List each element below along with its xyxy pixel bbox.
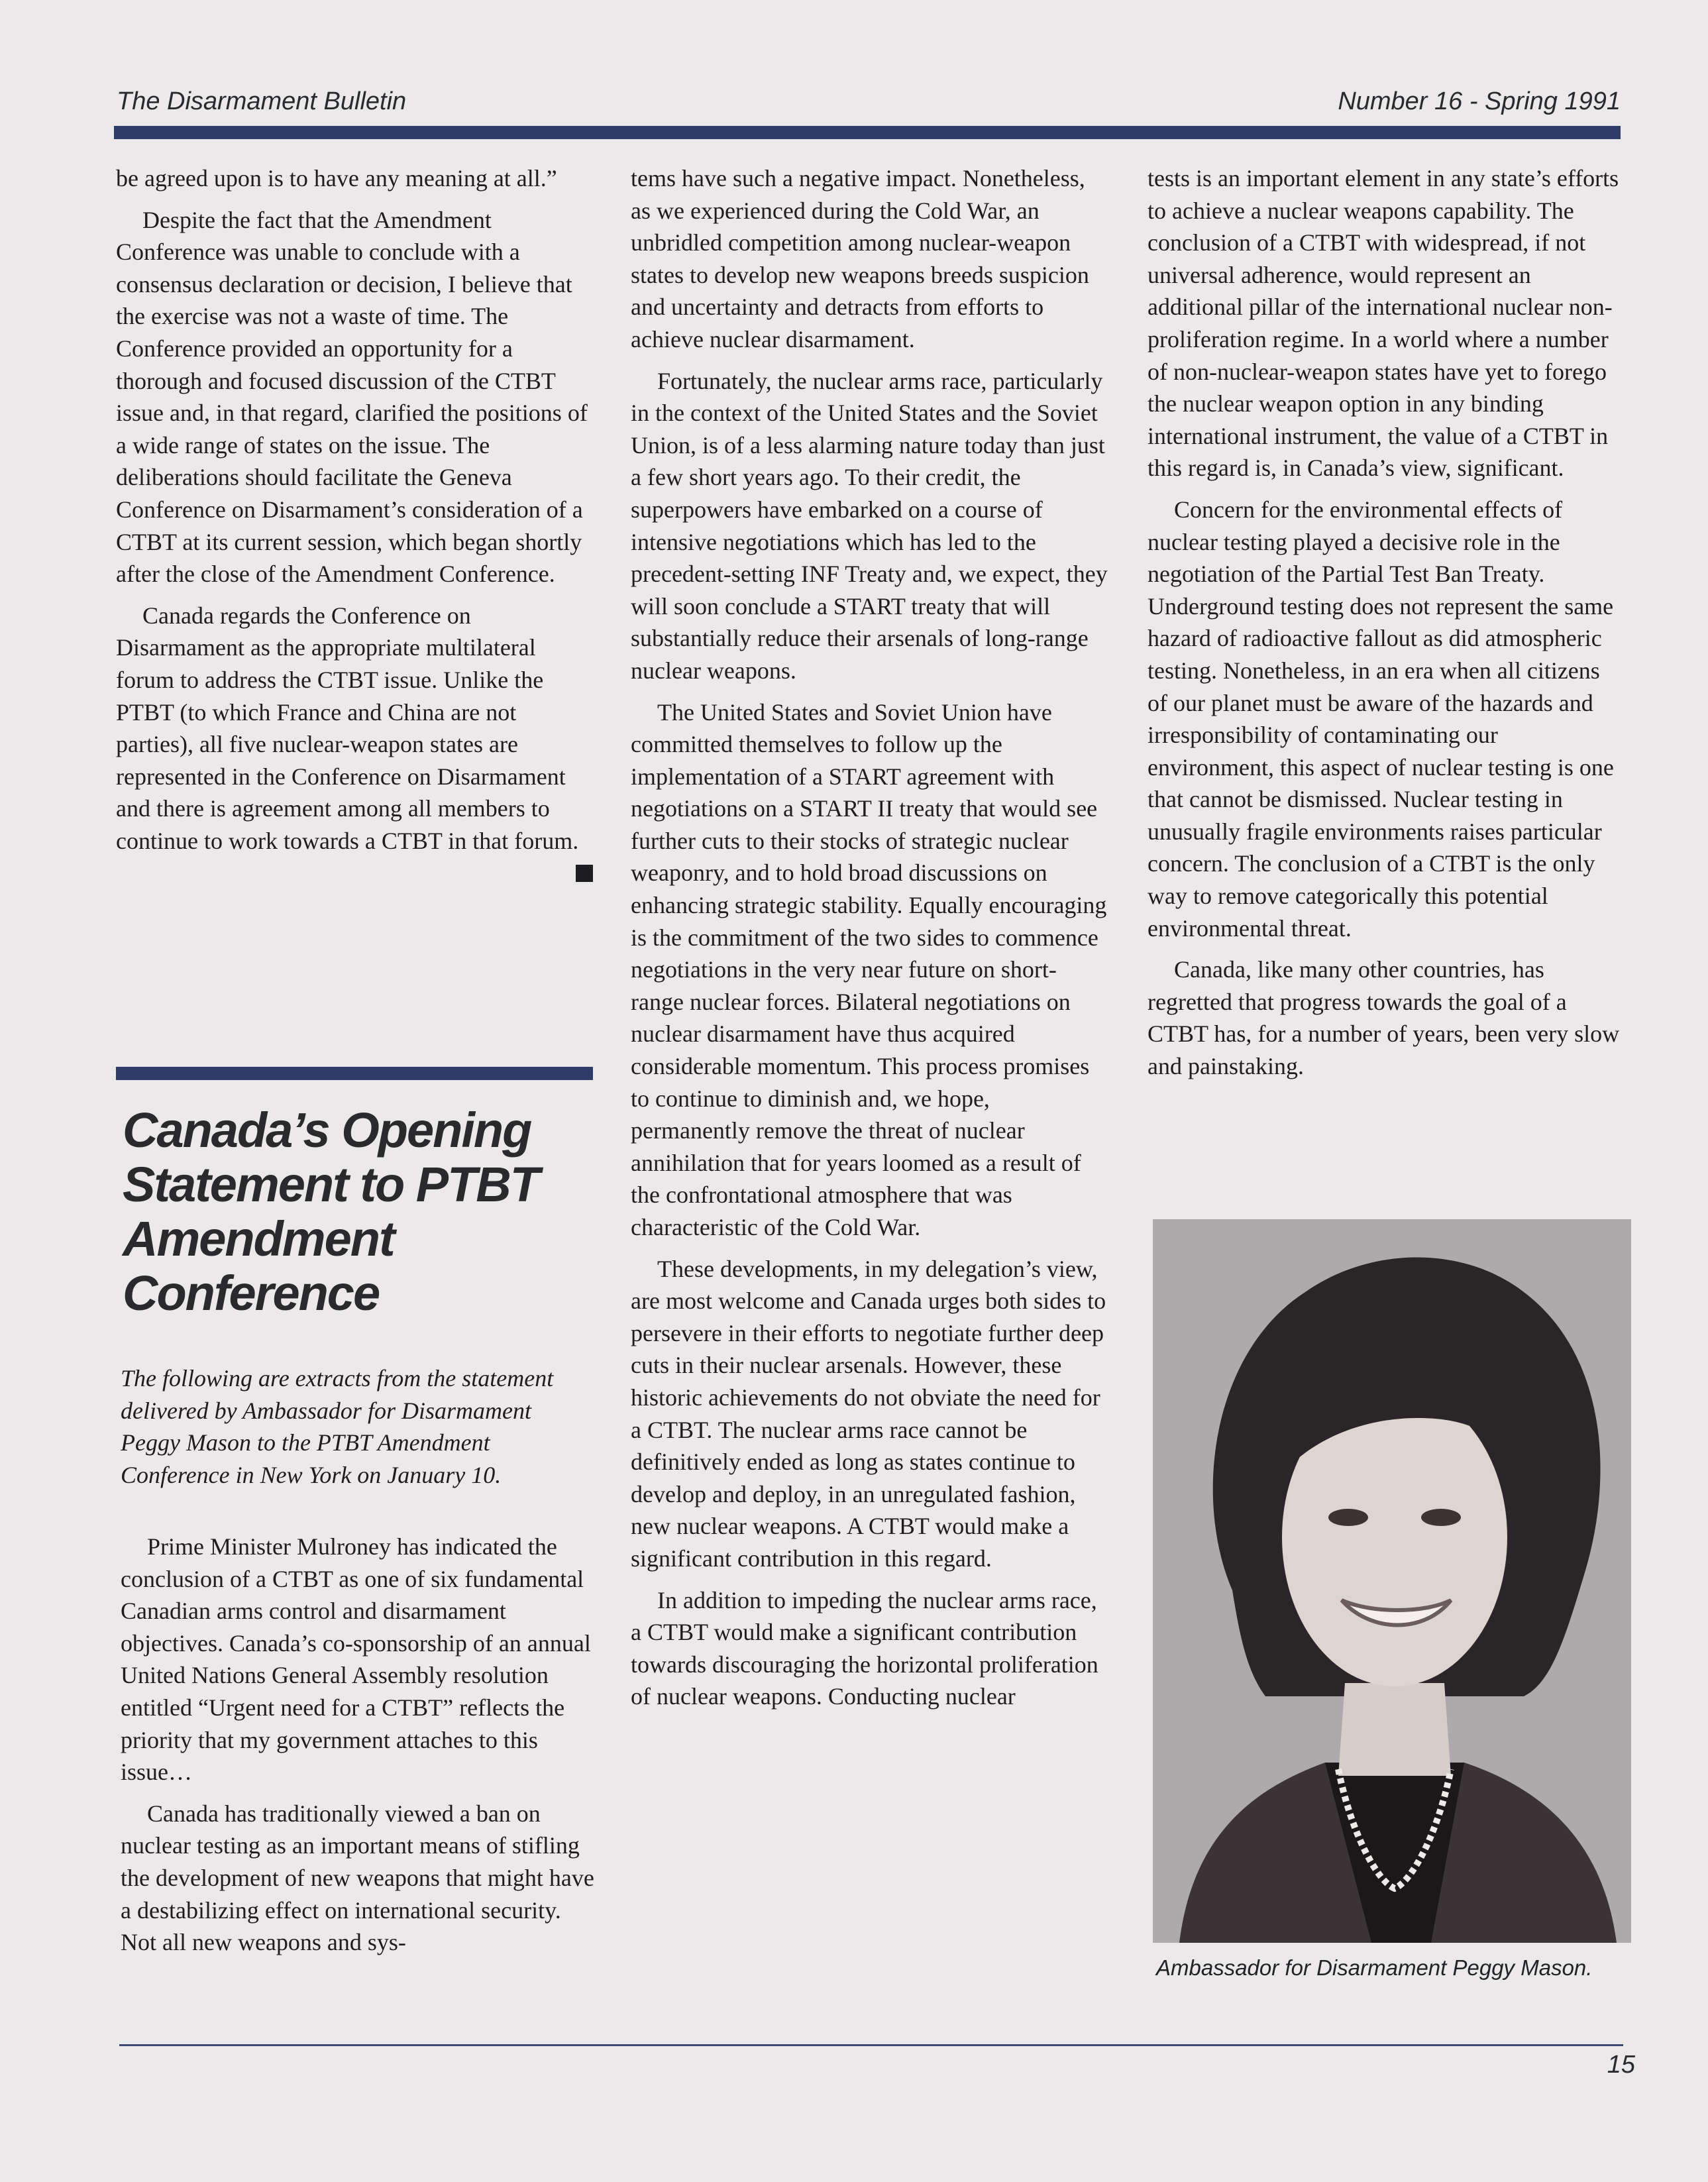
paragraph: Fortunately, the nuclear arms race, particularly in the context of the United States and the Soviet Union, is of a less alarming nature today than just a few short years ago. To their credit, the superpowers have embarked on a course of intensive negotiations which has led to the precedent-setting INF Treaty and, we expect, they will soon conclude a START treaty that will substantially reduce their arsenals of long-range nuclear weapons. xyxy=(631,367,1108,684)
paragraph: These developments, in my delegation’s view, are most welcome and Canada urges both sides to persevere in their efforts to negotiate further deep cuts in their nuclear arsenals. However, these historic achievements do not obviate the need for a CTBT. The nuclear arms race cannot be definitively ended as long as states continue to develop and deploy, in an unregulated fashion, new nuclear weapons. A CTBT would make a significant contribution in this regard. xyxy=(631,1255,1106,1572)
column-1-article-body xyxy=(121,1531,598,1968)
paragraph: The United States and Soviet Union have committed themselves to follow up the implementation of a START agreement with negotiations on a START II treaty that would see further cuts to their stocks of strategic nuclear weaponry, and to hold broad discussions on enhancing strategic stability. Equally encouraging is the commitment of the two sides to commence negotiations in the very near future on short-range nuclear forces. Bilateral negotiations on nuclear disarmament have thus acquired considerable momentum. This process promises to continue to diminish and, we hope, permanently remove the threat of nuclear annihilation that for years loomed as a result of the confrontational atmosphere that was characteristic of the Cold War. xyxy=(631,698,1107,1240)
end-of-article-mark xyxy=(576,865,593,882)
section-rule xyxy=(116,1067,593,1080)
paragraph-text: Canada regards the Conference on Disarmament as the appropriate multilateral forum to address the CTBT issue. Unlike the PTBT (to which France and China are not parties), all five nuclear-weapon states are represented in the Conference on Disarmament and there is agreement among all members to continue to work towards a CTBT in that forum. xyxy=(116,602,579,854)
paragraph: be agreed upon is to have any meaning at all.” xyxy=(116,165,557,191)
portrait-illustration xyxy=(1153,1219,1631,1943)
paragraph: Concern for the environmental effects of nuclear testing played a decisive role in the negotiation of the Partial Test Ban Treaty. Underground testing does not represent the same hazard of radioactive fallout as did atmospheric testing. Nonetheless, in an era when all citizens of our planet must be aware of the hazards and irresponsibility of contaminating our environment, this aspect of nuclear testing is one that cannot be dismissed. Nuclear testing in unusually fragile environments raises particular concern. The conclusion of a CTBT is the only way to remove categorically this potential environmental threat. xyxy=(1148,496,1614,942)
column-2-article-body xyxy=(631,162,1108,1722)
paragraph: Despite the fact that the Amendment Conference was unable to conclude with a consensus declaration or decision, I believe that the exercise was not a waste of time. The Conference provided an opportunity for a thorough and focused discussion of the CTBT issue and, in that regard, clarified the positions of a wide range of states on the issue. The deliberations should facilitate the Geneva Conference on Disarmament’s consideration of a CTBT at its current session, which began shortly after the close of the Amendment Conference. xyxy=(116,206,588,588)
paragraph: tests is an important element in any state’s efforts to achieve a nuclear weapons capability. The conclusion of a CTBT with widespread, if not universal adherence, would represent an additional pillar of the international nuclear non-proliferation regime. In a world where a number of non-nuclear-weapon states have yet to forego the nuclear weapon option in any binding international instrument, the value of a CTBT in this regard is, in Canada’s view, significant. xyxy=(1148,165,1619,482)
portrait-photo xyxy=(1153,1219,1631,1943)
photo-caption: Ambassador for Disarmament Peggy Mason. xyxy=(1156,1955,1593,1980)
paragraph: Canada, like many other countries, has regretted that progress towards the goal of a CTBT has, for a number of years, been very slow and painstaking. xyxy=(1148,956,1620,1080)
paragraph: In addition to impeding the nuclear arms race, a CTBT would make a significant contribution towards discouraging the horizontal proliferation of nuclear weapons. Conducting nuclear xyxy=(631,1586,1098,1710)
paragraph xyxy=(116,600,593,857)
article-headline: Canada’s Opening Statement to PTBT Amendment Conference xyxy=(123,1103,539,1321)
column-3-article-body xyxy=(1148,162,1625,1092)
paragraph: Canada has traditionally viewed a ban on nuclear testing as an important means of stifling the development of new weapons that might have a destabilizing effect on international security. Not all new weapons and sys- xyxy=(121,1800,594,1956)
issue-label: Number 16 - Spring 1991 xyxy=(1338,87,1621,115)
page-number: 15 xyxy=(1607,2051,1635,2079)
footer-rule xyxy=(119,2044,1623,2046)
paragraph: Prime Minister Mulroney has indicated the conclusion of a CTBT as one of six fundamental Canadian arms control and disarmament objectives. Canada’s co-sponsorship of an annual United Nations General Assembly resolution entitled “Urgent need for a CTBT” reflects the priority that my government attaches to this issue… xyxy=(121,1533,591,1786)
article-intro: The following are extracts from the statement delivered by Ambassador for Disarmament Peggy Mason to the PTBT Amendment Conference in New York on January 10. xyxy=(121,1365,554,1488)
header-rule xyxy=(114,126,1621,139)
column-1-continued-text xyxy=(116,162,593,882)
publication-title: The Disarmament Bulletin xyxy=(117,87,407,115)
paragraph: tems have such a negative impact. Nonetheless, as we experienced during the Cold War, an unbridled competition among nuclear-weapon states to develop new weapons breeds suspicion and uncertainty and detracts from efforts to achieve nuclear disarmament. xyxy=(631,165,1089,353)
